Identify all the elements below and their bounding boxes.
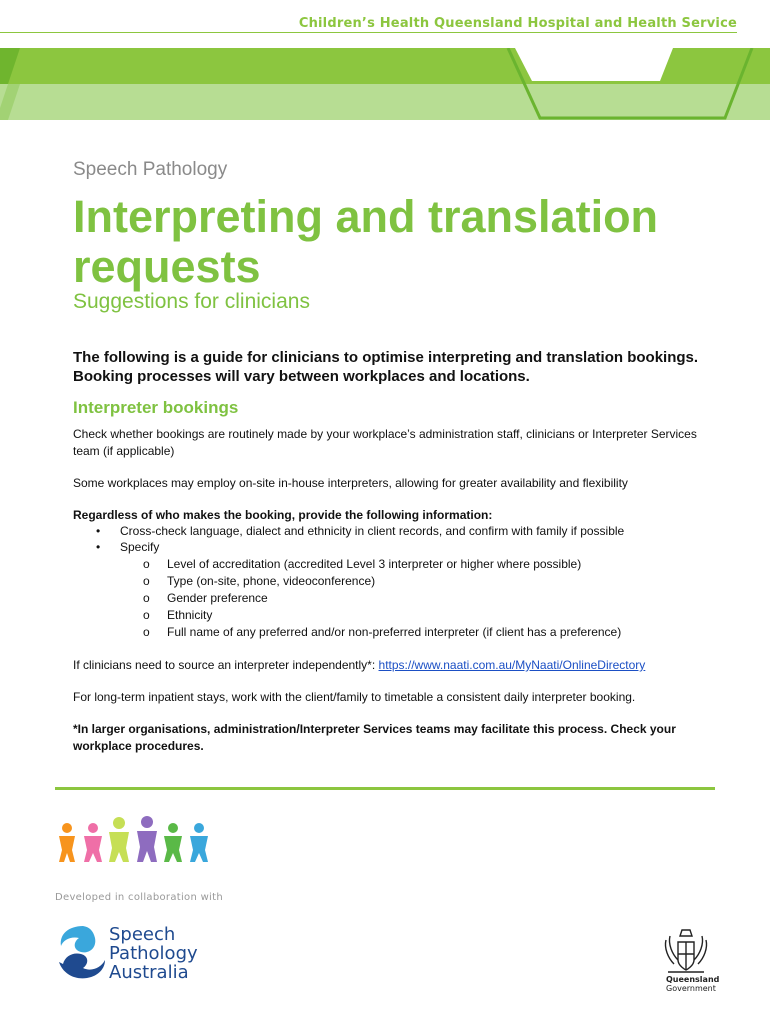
footer-rule [55,787,715,790]
bullet-mark: • [96,540,101,554]
sub-bullet-mark: o [143,574,150,588]
paragraph-onsite: Some workplaces may employ on-site in-house interpreters, allowing for greater availability and flexibility [73,476,628,490]
paragraph-independent-source [73,657,713,674]
sub-bullet-mark: o [143,625,150,639]
page-title: Interpreting and translation requests [73,191,659,292]
section-label: Speech Pathology [73,159,228,180]
spa-wordmark-line: Australia [109,962,189,983]
paragraph-text: If clinicians need to source an interpreter independently*: [73,658,379,672]
list-item: Cross-check language, dialect and ethnicity in client records, and confirm with family if possible [120,524,625,538]
list-item: Specify [120,540,160,554]
naati-directory-link[interactable]: https://www.naati.com.au/MyNaati/OnlineDirectory [378,658,646,672]
queensland-government-wordmark [666,975,719,993]
header-rule [0,32,737,33]
spa-wordmark-line: Speech [109,924,176,945]
qld-wordmark-line: Government [666,984,716,993]
sub-list-item: Level of accreditation (accredited Level 3 interpreter or higher where possible) [167,557,582,571]
sub-bullet-mark: o [143,608,150,622]
queensland-government-crest [660,926,712,976]
intro-paragraph: The following is a guide for clinicians to optimise interpreting and translation bookings. Booking processes will vary between workplaces and locations. [73,349,699,385]
sub-list-item: Full name of any preferred and/or non-preferred interpreter (if client has a preference) [167,625,622,639]
sub-bullet-mark: o [143,557,150,571]
header-banner [0,48,770,120]
qld-wordmark-line: Queensland [666,975,720,984]
sub-bullet-mark: o [143,591,150,605]
paragraph-note: *In larger organisations, administration/Interpreter Services teams may facilitate this process. Check your workplace procedures. [73,722,676,753]
paragraph-long-term: For long-term inpatient stays, work with the client/family to timetable a consistent daily interpreter booking. [73,690,636,704]
paper-chain-children-icon [55,816,215,864]
section-heading: Interpreter bookings [73,398,239,417]
paragraph-regardless: Regardless of who makes the booking, provide the following information: [73,508,493,522]
organisation-name: Children’s Health Queensland Hospital and Health Service [298,16,737,31]
sub-list-item: Gender preference [167,591,268,605]
spa-wordmark-line: Pathology [109,943,198,964]
sub-list-item: Ethnicity [167,608,213,622]
bullet-mark: • [96,524,101,538]
paragraph-bookings-check: Check whether bookings are routinely made by your workplace’s administration staff, clinicians or Interpreter Services team (if applicable) [73,427,697,458]
collaboration-note: Developed in collaboration with [55,892,223,903]
speech-pathology-australia-logo [55,924,111,982]
page-subtitle: Suggestions for clinicians [73,290,310,313]
sub-list-item: Type (on-site, phone, videoconference) [167,574,376,588]
